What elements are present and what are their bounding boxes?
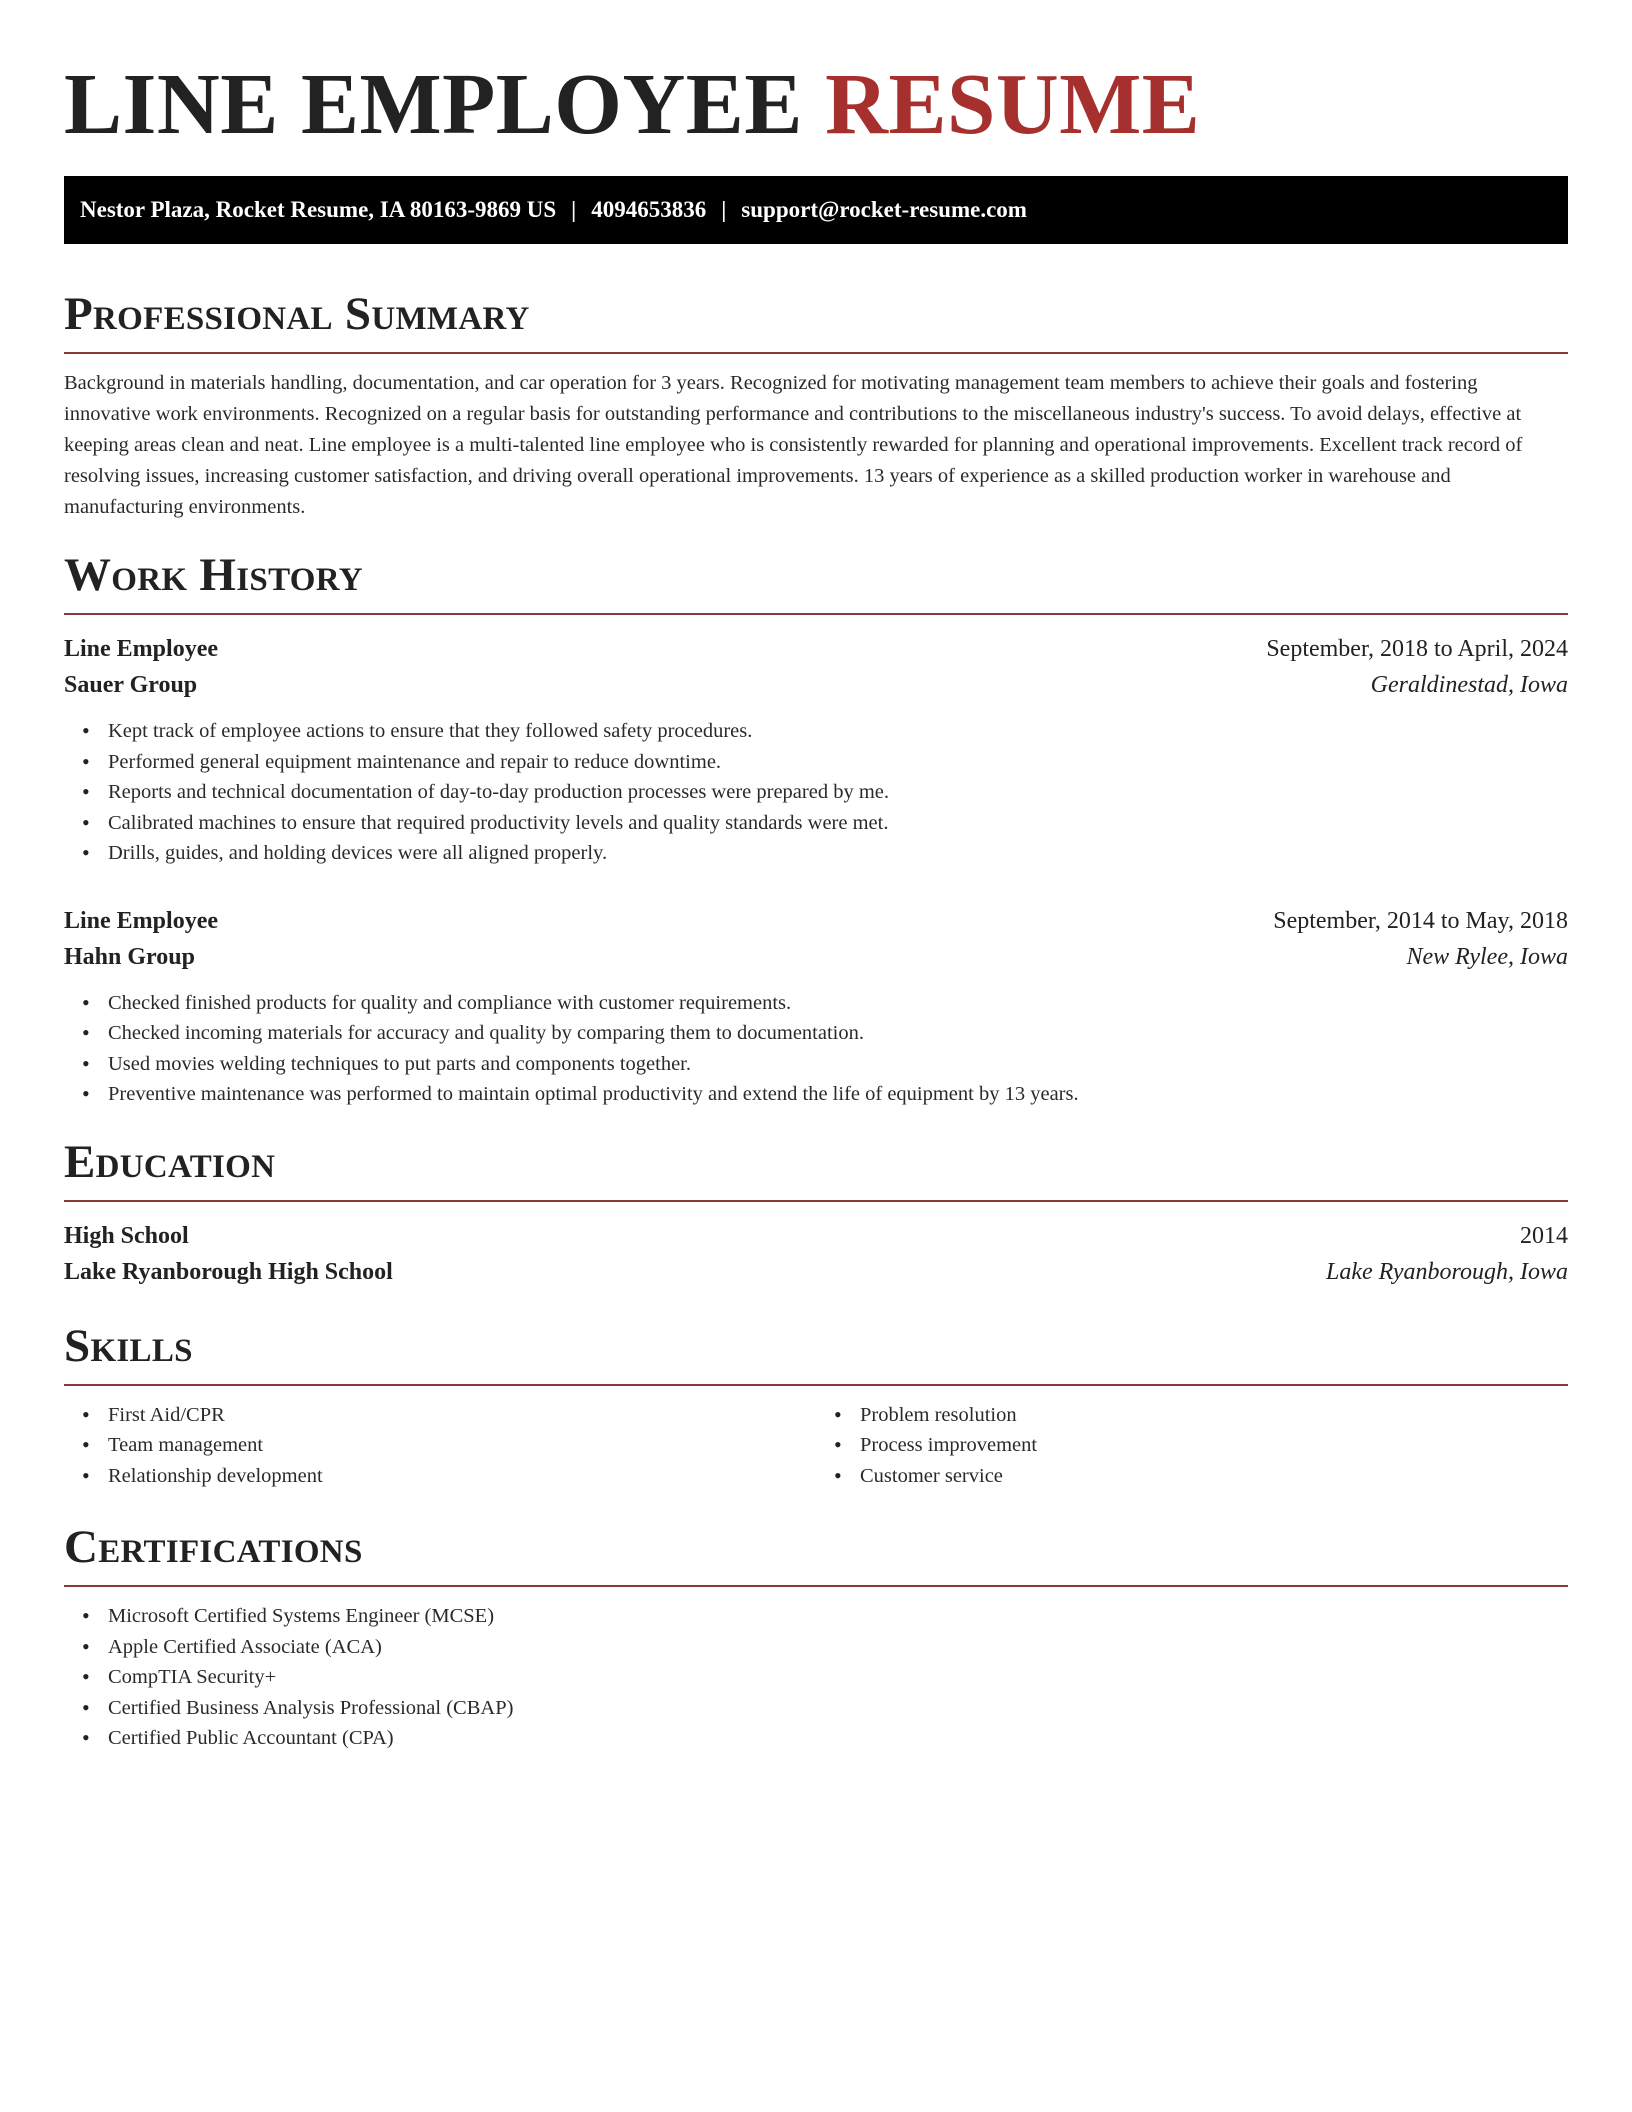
resume-title bbox=[64, 0, 1568, 154]
contact-phone[interactable]: 4094653836 bbox=[591, 197, 707, 222]
title-main: LINE EMPLOYEE bbox=[64, 55, 803, 152]
job-dates: September, 2018 to April, 2024 bbox=[1266, 636, 1568, 662]
list-item: • Problem resolution bbox=[860, 1400, 1568, 1431]
job-location: New Rylee, Iowa bbox=[1406, 943, 1568, 970]
job-entry bbox=[64, 631, 1568, 869]
job-duties-list bbox=[64, 988, 1568, 1110]
job-dates: September, 2014 to May, 2018 bbox=[1273, 907, 1568, 934]
certifications-list bbox=[64, 1601, 1568, 1754]
job-entry bbox=[64, 903, 1568, 1110]
job-company-row bbox=[64, 939, 1568, 975]
job-company: Sauer Group bbox=[64, 672, 198, 698]
list-item: • Drills, guides, and holding devices were all aligned properly. bbox=[108, 838, 1568, 869]
skills-list-right bbox=[816, 1400, 1568, 1492]
job-location: Geraldinestad, Iowa bbox=[1370, 672, 1568, 698]
skills-grid bbox=[64, 1400, 1568, 1492]
education-school: Lake Ryanborough High School bbox=[64, 1258, 393, 1285]
list-item: • Microsoft Certified Systems Engineer (MCSE) bbox=[108, 1601, 1568, 1632]
education-school-row bbox=[64, 1254, 1568, 1290]
list-item: • Used movies welding techniques to put parts and components together. bbox=[108, 1049, 1568, 1080]
job-title-row bbox=[64, 903, 1568, 939]
education-degree-row bbox=[64, 1218, 1568, 1254]
contact-separator: | bbox=[721, 197, 727, 222]
contact-email[interactable]: support@rocket-resume.com bbox=[741, 197, 1027, 222]
education-degree: High School bbox=[64, 1222, 189, 1249]
title-accent: RESUME bbox=[825, 55, 1201, 152]
summary-text: Background in materials handling, documentation, and car operation for 3 years. Recognized for motivating management team members to achieve their goals and fostering innovative work environments. Recognized on a regular basis for outstanding performance and contributions to the miscellaneous industry's success. To avoid delays, effective at keeping areas clean and neat. Line employee is a multi-talented line employee who is consistently rewarded for planning and operational improvements. Excellent track record of resolving issues, increasing customer satisfaction, and driving overall operational improvements. 13 years of experience as a skilled production worker in warehouse and manufacturing environments. bbox=[64, 372, 1523, 518]
work-history-section bbox=[64, 549, 1568, 1110]
contact-address: Nestor Plaza, Rocket Resume, IA 80163-9869 US bbox=[80, 197, 557, 222]
list-item: • Calibrated machines to ensure that required productivity levels and quality standards were met. bbox=[108, 808, 1568, 839]
list-item: • Kept track of employee actions to ensure that they followed safety procedures. bbox=[108, 716, 1568, 747]
education-year: 2014 bbox=[1520, 1222, 1568, 1249]
job-duties-list bbox=[64, 716, 1568, 869]
list-item: • Certified Public Accountant (CPA) bbox=[108, 1723, 1568, 1754]
summary-heading: Professional Summary bbox=[64, 288, 1568, 354]
education-section bbox=[64, 1136, 1568, 1290]
work-history-heading: Work History bbox=[64, 549, 1568, 615]
certifications-section bbox=[64, 1521, 1568, 1754]
list-item: • Relationship development bbox=[108, 1461, 816, 1492]
list-item: • Certified Business Analysis Professional (CBAP) bbox=[108, 1693, 1568, 1724]
list-item: • Process improvement bbox=[860, 1430, 1568, 1461]
skills-section bbox=[64, 1320, 1568, 1492]
education-location: Lake Ryanborough, Iowa bbox=[1326, 1258, 1568, 1285]
skills-list-left bbox=[64, 1400, 816, 1492]
education-entry bbox=[64, 1218, 1568, 1290]
list-item: • Performed general equipment maintenance and repair to reduce downtime. bbox=[108, 747, 1568, 778]
job-title: Line Employee bbox=[64, 907, 218, 934]
contact-bar bbox=[64, 176, 1568, 244]
job-company: Hahn Group bbox=[64, 943, 195, 970]
list-item: • Apple Certified Associate (ACA) bbox=[108, 1632, 1568, 1663]
list-item: • Team management bbox=[108, 1430, 816, 1461]
list-item: • First Aid/CPR bbox=[108, 1400, 816, 1431]
certifications-heading: Certifications bbox=[64, 1521, 1568, 1587]
skills-heading: Skills bbox=[64, 1320, 1568, 1386]
education-heading: Education bbox=[64, 1136, 1568, 1202]
list-item: • Reports and technical documentation of day-to-day production processes were prepared by me. bbox=[108, 777, 1568, 808]
job-company-row bbox=[64, 667, 1568, 703]
job-title: Line Employee bbox=[64, 636, 218, 662]
summary-section bbox=[64, 288, 1568, 523]
list-item: • Preventive maintenance was performed to maintain optimal productivity and extend the life of equipment by 13 years. bbox=[108, 1079, 1568, 1110]
list-item: • Checked finished products for quality and compliance with customer requirements. bbox=[108, 988, 1568, 1019]
list-item: • Customer service bbox=[860, 1461, 1568, 1492]
job-title-row bbox=[64, 631, 1568, 667]
list-item: • CompTIA Security+ bbox=[108, 1662, 1568, 1693]
list-item: • Checked incoming materials for accuracy and quality by comparing them to documentation. bbox=[108, 1018, 1568, 1049]
contact-separator: | bbox=[571, 197, 577, 222]
